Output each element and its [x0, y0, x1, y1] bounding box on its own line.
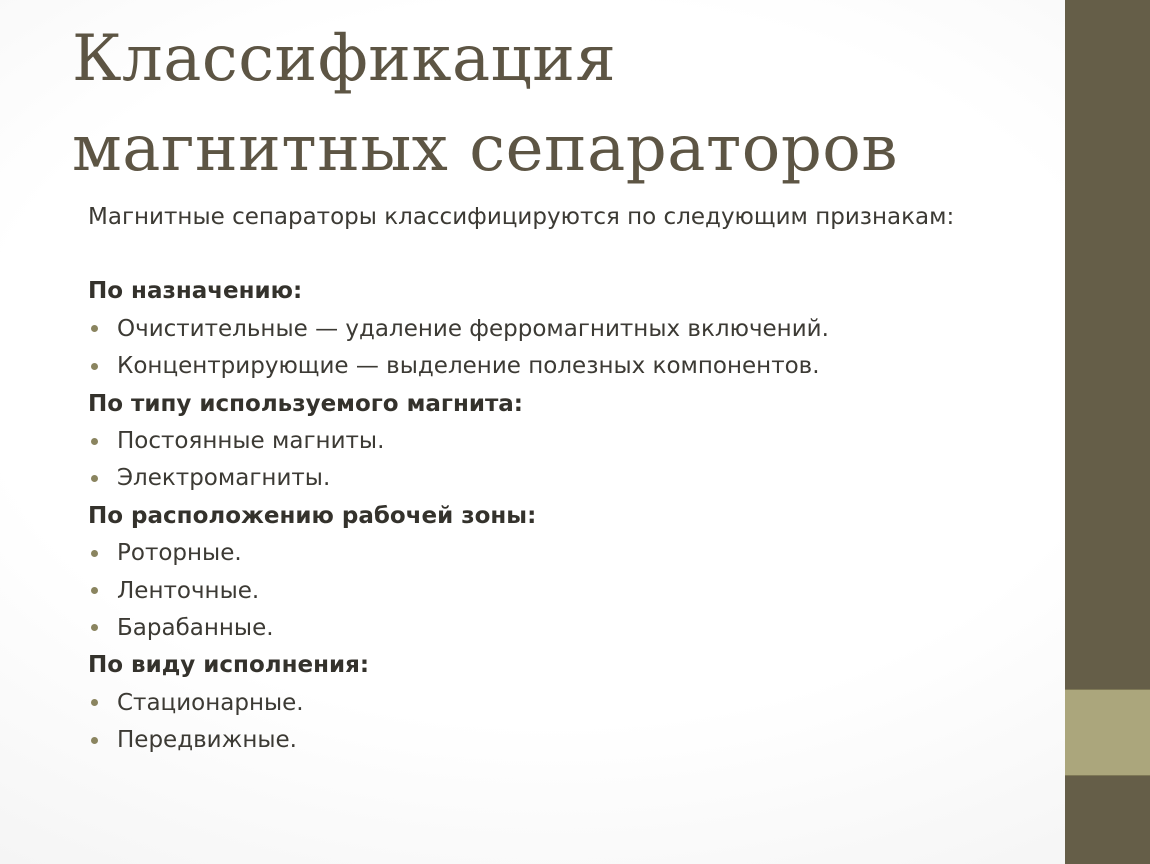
bullet-icon	[91, 363, 98, 370]
slide-title: Классификация магнитных сепараторов	[72, 22, 898, 186]
list-item	[88, 684, 1018, 721]
bullet-icon	[91, 699, 98, 706]
list-item	[88, 721, 1018, 758]
list-item	[88, 348, 1018, 385]
section-heading: По назначению:	[88, 278, 303, 305]
list-item	[88, 422, 1018, 459]
list-item-label: Ленточные.	[117, 577, 260, 604]
section-heading: По типу используемого магнита:	[88, 390, 524, 417]
list-item	[88, 310, 1018, 347]
list-item-label: Концентрирующие — выделение полезных компонентов.	[117, 353, 820, 380]
list-item-label: Электромагниты.	[117, 465, 331, 492]
bullet-icon	[91, 587, 98, 594]
right-accent-bar	[1065, 0, 1150, 864]
intro-text: Магнитные сепараторы классифицируются по следующим признакам:	[88, 203, 955, 230]
bullet-icon	[91, 325, 98, 332]
list-item	[88, 609, 1018, 646]
bullet-icon	[91, 550, 98, 557]
bullet-list	[88, 310, 1018, 385]
section-heading: По расположению рабочей зоны:	[88, 502, 537, 529]
slide-body	[88, 198, 1018, 759]
bullet-list	[88, 684, 1018, 759]
bullet-icon	[91, 737, 98, 744]
section-heading: По виду исполнения:	[88, 652, 370, 679]
list-item	[88, 460, 1018, 497]
list-item-label: Стационарные.	[117, 689, 304, 716]
blank-line	[88, 235, 1018, 272]
list-item-label: Очистительные — удаление ферромагнитных включений.	[117, 315, 829, 342]
sidebar-accent-band	[1065, 689, 1150, 776]
bullet-icon	[91, 475, 98, 482]
list-item-label: Роторные.	[117, 540, 242, 567]
list-item-label: Барабанные.	[117, 614, 274, 641]
bullet-list	[88, 535, 1018, 647]
bullet-icon	[91, 624, 98, 631]
list-item	[88, 535, 1018, 572]
list-item	[88, 572, 1018, 609]
bullet-list	[88, 422, 1018, 497]
list-item-label: Постоянные магниты.	[117, 428, 385, 455]
list-item-label: Передвижные.	[117, 727, 297, 754]
bullet-icon	[91, 438, 98, 445]
